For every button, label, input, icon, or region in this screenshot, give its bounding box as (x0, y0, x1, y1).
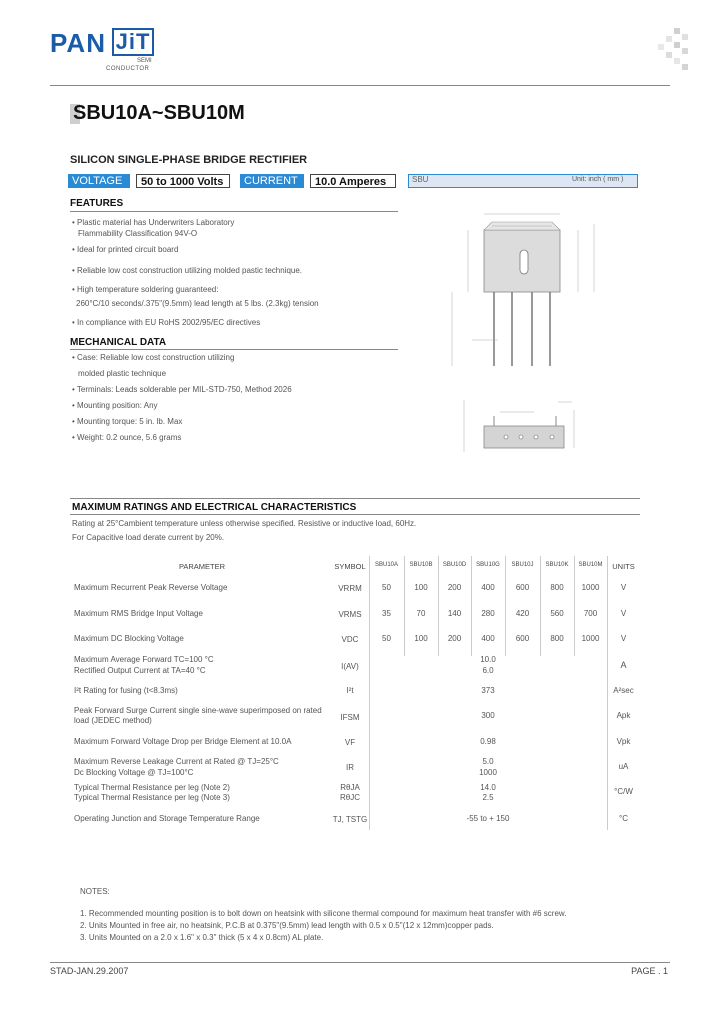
header-rule (50, 85, 670, 86)
row-vf-param: Maximum Forward Voltage Drop per Bridge Element at 10.0A (74, 737, 292, 746)
page-title: SBU10A~SBU10M (73, 102, 245, 124)
ratings-rule-bottom (70, 514, 640, 515)
row-vrrm-val: 100 (414, 583, 428, 592)
footer-rule (50, 962, 670, 963)
notes-title: NOTES: (80, 887, 110, 896)
row-thermal-unit: °C/W (614, 787, 633, 796)
logo-semi: SEMI (137, 58, 152, 64)
feature-item: Flammability Classification 94V-O (78, 229, 198, 238)
table-header-sbu10m: SBU10M (578, 562, 603, 568)
row-vdc-val: 200 (447, 634, 462, 643)
row-ir-param-2: Dc Blocking Voltage @ TJ=100°C (74, 768, 194, 777)
row-temp-symbol: TJ, TSTG (332, 815, 368, 824)
features-list (72, 217, 402, 328)
row-temp-value: -55 to + 150 (466, 814, 510, 823)
row-thermal-symbol-2: RθJC (339, 793, 360, 802)
note-item: 2. Units Mounted in free air, no heatsink, P.C.B at 0.375"(9.5mm) lead length with 0.5 x 0.5"(12 x 12mm)copper pads. (80, 921, 494, 930)
subtitle: SILICON SINGLE-PHASE BRIDGE RECTIFIER (70, 154, 308, 166)
row-vrms-val: 280 (481, 609, 495, 618)
feature-item: • Plastic material has Underwriters Laboratory (72, 218, 235, 227)
row-vdc-val: 400 (481, 634, 495, 643)
row-vrms-val: 700 (583, 609, 598, 618)
row-vdc-symbol: VDC (341, 635, 359, 644)
package-name: SBU (412, 175, 429, 184)
row-vdc-val: 600 (515, 634, 530, 643)
row-vf-value: 0.98 (480, 737, 496, 746)
row-ifsm-param: Peak Forward Surge Current single sine-wave superimposed on rated (74, 706, 322, 715)
mechanical-item: • Mounting torque: 5 in. lb. Max (72, 417, 183, 426)
mechanical-title: MECHANICAL DATA (70, 337, 167, 348)
footer-date: STAD-JAN.29.2007 (50, 966, 129, 976)
mechanical-list (72, 352, 402, 443)
footer-page: PAGE . 1 (631, 966, 668, 976)
row-vrrm-val: 200 (447, 583, 462, 592)
row-iav-value: 10.0 (480, 655, 496, 664)
row-thermal-param-2: Typical Thermal Resistance per leg (Note 3) (74, 793, 230, 802)
note-item: 3. Units Mounted on a 2.0 x 1.6" x 0.3" thick (5 x 4 x 0.8cm) AL plate. (80, 933, 324, 942)
voltage-label: VOLTAGE (68, 174, 130, 188)
row-iav-value-2: 6.0 (482, 666, 494, 675)
row-vdc-val: 800 (550, 634, 564, 643)
mechanical-item: • Case: Reliable low cost construction utilizing (72, 353, 235, 362)
voltage-value: 50 to 1000 Volts (136, 174, 230, 188)
mechanical-item: • Terminals: Leads solderable per MIL-STD-750, Method 2026 (72, 385, 292, 394)
package-outline-diagram (408, 190, 640, 470)
row-i2t-unit: A²sec (613, 686, 634, 695)
row-vf-unit: Vpk (616, 737, 631, 746)
row-vdc-param: Maximum DC Blocking Voltage (74, 634, 184, 643)
table-header-sbu10a: SBU10A (374, 562, 398, 568)
row-ir-param: Maximum Reverse Leakage Current at Rated @ TJ=25°C (74, 757, 279, 766)
row-vrms-unit: V (620, 609, 627, 618)
row-ifsm-value: 300 (481, 711, 495, 720)
row-i2t-param: I²t Rating for fusing (t<8.3ms) (74, 686, 178, 695)
row-ir-value-2: 1000 (479, 768, 497, 777)
row-ifsm-symbol: IFSM (340, 713, 360, 722)
note-item: 1. Recommended mounting position is to bolt down on heatsink with silicone thermal compound for maximum heat transfer with #6 screw. (80, 909, 567, 918)
row-vrrm-param: Maximum Recurrent Peak Reverse Voltage (74, 583, 228, 592)
row-vdc-val: 50 (382, 634, 391, 643)
row-i2t-value: 373 (481, 686, 495, 695)
feature-item: • High temperature soldering guaranteed: (72, 285, 219, 294)
row-i2t-symbol: I²t (346, 686, 354, 695)
ratings-note-1: Rating at 25°Cambient temperature unless otherwise specified. Resistive or inductive load, 60Hz. (72, 519, 417, 528)
row-vrms-val: 140 (447, 609, 462, 618)
features-rule (70, 211, 398, 212)
row-thermal-value-2: 2.5 (482, 793, 494, 802)
table-header-sbu10d: SBU10D (442, 562, 467, 568)
row-vrms-param: Maximum RMS Bridge Input Voltage (74, 609, 203, 618)
ratings-title: MAXIMUM RATINGS AND ELECTRICAL CHARACTERISTICS (72, 502, 357, 513)
table-header-sbu10j: SBU10J (511, 562, 534, 568)
logo-conductor: CONDUCTOR (106, 66, 150, 72)
features-title: FEATURES (70, 198, 124, 209)
table-header-symbol: SYMBOL (334, 562, 366, 571)
logo-pan: PAN (50, 28, 106, 58)
row-iav-param: Maximum Average Forward TC=100 °C (74, 655, 214, 664)
row-vrms-val: 560 (550, 609, 564, 618)
feature-item: • Reliable low cost construction utilizing molded pastic technique. (72, 266, 303, 275)
row-vrrm-symbol: VRRM (338, 584, 362, 593)
unit-label: Unit: inch ( mm ) (572, 176, 624, 183)
current-label: CURRENT (240, 174, 304, 188)
row-ir-unit: uA (618, 762, 629, 771)
row-ifsm-param-2: load (JEDEC method) (74, 716, 152, 725)
row-vf-symbol: VF (344, 738, 356, 747)
row-vrrm-unit: V (620, 583, 627, 592)
mechanical-item: • Mounting position: Any (72, 401, 158, 410)
logo-jit: JiT (112, 28, 154, 56)
table-header-units: UNITS (612, 562, 635, 571)
table-header-sbu10g: SBU10G (476, 562, 500, 568)
mechanical-item: molded plastic technique (78, 369, 167, 378)
table-header-parameter: PARAMETER (178, 562, 226, 571)
ratings-rule-top (70, 498, 640, 499)
row-vdc-unit: V (620, 634, 627, 643)
row-vrms-val: 420 (515, 609, 530, 618)
row-vrrm-val: 400 (481, 583, 495, 592)
row-vdc-val: 1000 (581, 634, 600, 643)
row-thermal-symbol: RθJA (340, 783, 360, 792)
row-vrms-symbol: VRMS (338, 610, 362, 619)
table-header-sbu10b: SBU10B (409, 562, 433, 568)
row-vrrm-val: 1000 (581, 583, 600, 592)
row-thermal-param: Typical Thermal Resistance per leg (Note 2) (74, 783, 230, 792)
decorative-squares-icon (630, 28, 690, 72)
row-vrrm-val: 600 (515, 583, 530, 592)
row-iav-param-2: Rectified Output Current at TA=40 °C (74, 666, 206, 675)
row-vrms-val: 70 (416, 609, 426, 618)
feature-item: • Ideal for printed circuit board (72, 245, 179, 254)
row-vrrm-val: 50 (382, 583, 391, 592)
ratings-note-2: For Capacitive load derate current by 20%. (72, 533, 225, 542)
row-temp-param: Operating Junction and Storage Temperature Range (74, 814, 260, 823)
row-ir-symbol: IR (346, 763, 354, 772)
row-vdc-val: 100 (414, 634, 428, 643)
row-iav-unit: A (620, 660, 627, 670)
current-value: 10.0 Amperes (310, 174, 396, 188)
row-temp-unit: °C (619, 814, 628, 823)
row-thermal-value: 14.0 (480, 783, 496, 792)
row-vrms-val: 35 (382, 609, 391, 618)
row-vrrm-val: 800 (550, 583, 564, 592)
row-ir-value: 5.0 (482, 757, 494, 766)
feature-item: • In compliance with EU RoHS 2002/95/EC directives (72, 318, 261, 327)
feature-item: 260°C/10 seconds/.375"(9.5mm) lead length at 5 lbs. (2.3kg) tension (76, 299, 319, 308)
row-iav-symbol: I(AV) (341, 662, 359, 671)
mechanical-item: • Weight: 0.2 ounce, 5.6 grams (72, 433, 182, 442)
row-ifsm-unit: Apk (616, 711, 631, 720)
table-header-sbu10k: SBU10K (545, 562, 569, 568)
mechanical-rule (70, 349, 398, 350)
